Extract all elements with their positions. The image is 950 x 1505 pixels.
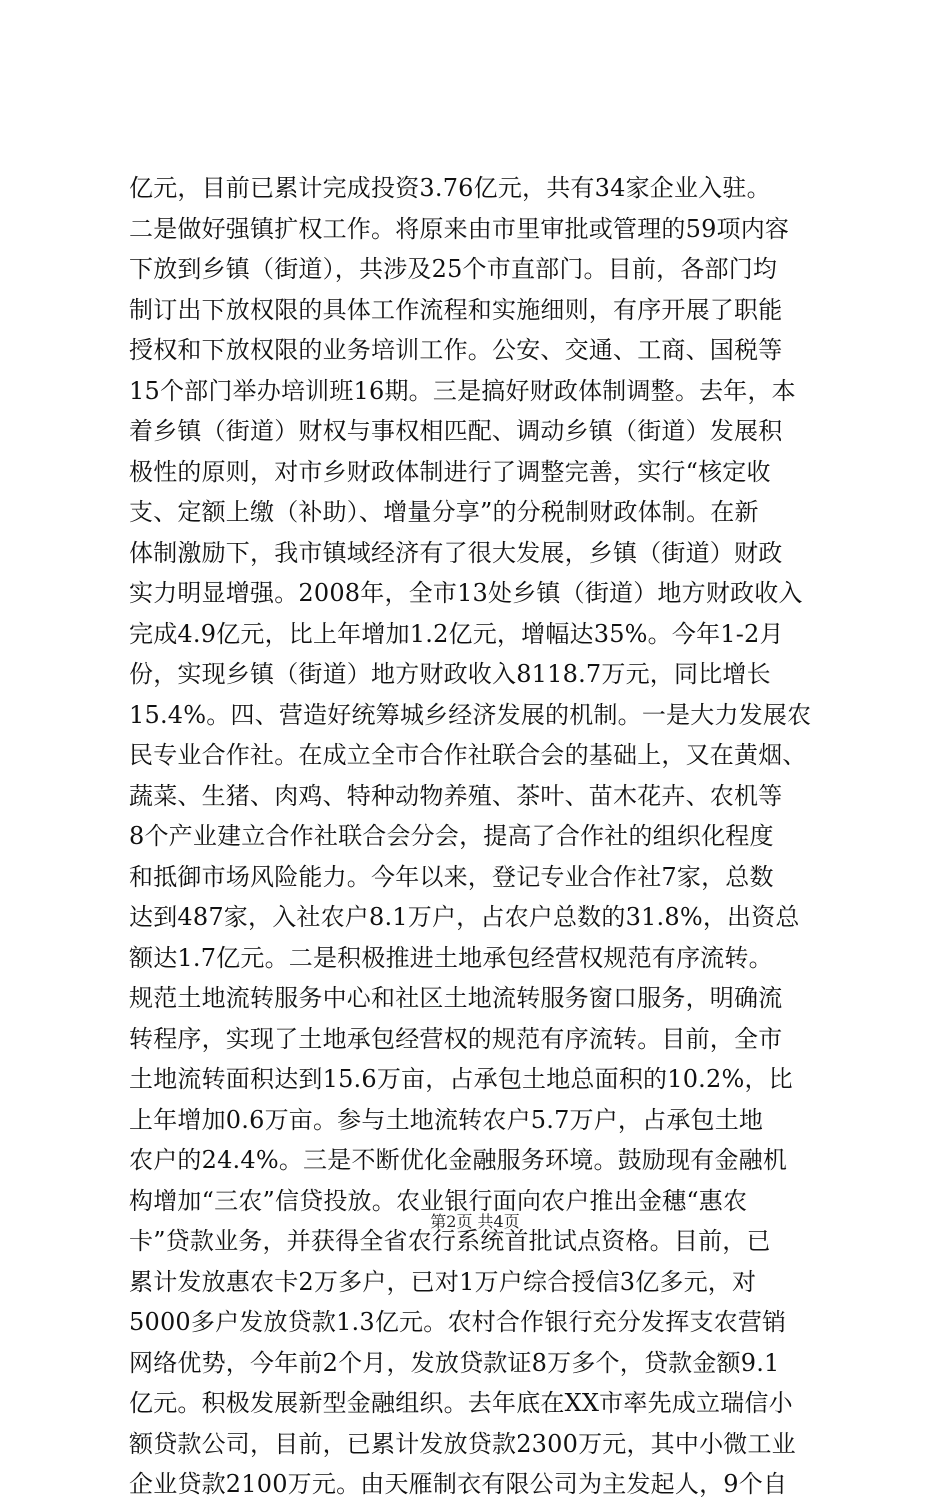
text-line: 着乡镇（街道）财权与事权相匹配、调动乡镇（街道）发展积 xyxy=(129,417,783,445)
text-line: 土地流转面积达到15.6万亩，占承包土地总面积的10.2%，比 xyxy=(129,1065,793,1093)
text-line: 授权和下放权限的业务培训工作。公安、交通、工商、国税等 xyxy=(129,336,783,364)
text-line: 额贷款公司，目前，已累计发放贷款2300万元，其中小微工业 xyxy=(129,1429,796,1458)
text-line: 体制激励下，我市镇域经济有了很大发展，乡镇（街道）财政 xyxy=(129,538,783,567)
text-line: 达到487家，入社农户8.1万户，占农户总数的31.8%，出资总 xyxy=(129,903,800,931)
page-number-label: 第2页 共4页 xyxy=(430,1212,520,1231)
text-line: 上年增加0.6万亩。参与土地流转农户5.7万户，占承包土地 xyxy=(129,1105,764,1134)
text-line: 企业贷款2100万元。由天雁制衣有限公司为主发起人，9个自 xyxy=(129,1470,788,1498)
text-line: 规范土地流转服务中心和社区土地流转服务窗口服务，明确流 xyxy=(129,984,783,1012)
text-line: 转程序，实现了土地承包经营权的规范有序流转。目前，全市 xyxy=(129,1024,783,1053)
text-line: 构增加“三农”信贷投放。农业银行面向农户推出金穗“惠农 xyxy=(129,1186,748,1215)
body-text xyxy=(129,168,829,1505)
text-line: 卡”贷款业务，并获得全省农行系统首批试点资格。目前，已 xyxy=(129,1227,771,1255)
text-line: 制订出下放权限的具体工作流程和实施细则，有序开展了职能 xyxy=(129,295,783,324)
text-line: 5000多户发放贷款1.3亿元。农村合作银行充分发挥支农营销 xyxy=(129,1308,787,1336)
text-line: 15.4%。四、营造好统筹城乡经济发展的机制。一是大力发展农 xyxy=(129,700,812,729)
text-line: 8个产业建立合作社联合会分会，提高了合作社的组织化程度 xyxy=(129,822,774,850)
text-line: 实力明显增强。2008年，全市13处乡镇（街道）地方财政收入 xyxy=(129,579,803,607)
text-line: 下放到乡镇（街道），共涉及25个市直部门。目前，各部门均 xyxy=(129,255,778,283)
page-footer xyxy=(0,1212,950,1232)
text-line: 亿元。积极发展新型金融组织。去年底在XX市率先成立瑞信小 xyxy=(129,1389,793,1417)
text-line: 蔬菜、生猪、肉鸡、特种动物养殖、茶叶、苗木花卉、农机等 xyxy=(129,781,783,810)
text-line: 累计发放惠农卡2万多户，已对1万户综合授信3亿多元，对 xyxy=(129,1267,757,1296)
text-line: 网络优势，今年前2个月，发放贷款证8万多个，贷款金额9.1 xyxy=(129,1348,780,1377)
text-line: 完成4.9亿元，比上年增加1.2亿元，增幅达35%。今年1-2月 xyxy=(129,619,784,648)
text-line: 15个部门举办培训班16期。三是搞好财政体制调整。去年，本 xyxy=(129,376,796,405)
text-line: 额达1.7亿元。二是积极推进土地承包经营权规范有序流转。 xyxy=(129,943,773,972)
text-line: 民专业合作社。在成立全市合作社联合会的基础上，又在黄烟、 xyxy=(129,741,807,769)
text-line: 农户的24.4%。三是不断优化金融服务环境。鼓励现有金融机 xyxy=(129,1146,788,1174)
text-line: 份，实现乡镇（街道）地方财政收入8118.7万元，同比增长 xyxy=(129,660,771,688)
text-line: 极性的原则，对市乡财政体制进行了调整完善，实行“核定收 xyxy=(129,457,771,486)
text-line: 二是做好强镇扩权工作。将原来由市里审批或管理的59项内容 xyxy=(129,214,790,243)
text-line: 亿元，目前已累计完成投资3.76亿元，共有34家企业入驻。 xyxy=(129,174,771,202)
text-line: 支、定额上缴（补助）、增量分享”的分税制财政体制。在新 xyxy=(129,498,759,526)
text-line: 和抵御市场风险能力。今年以来，登记专业合作社7家，总数 xyxy=(129,862,774,891)
